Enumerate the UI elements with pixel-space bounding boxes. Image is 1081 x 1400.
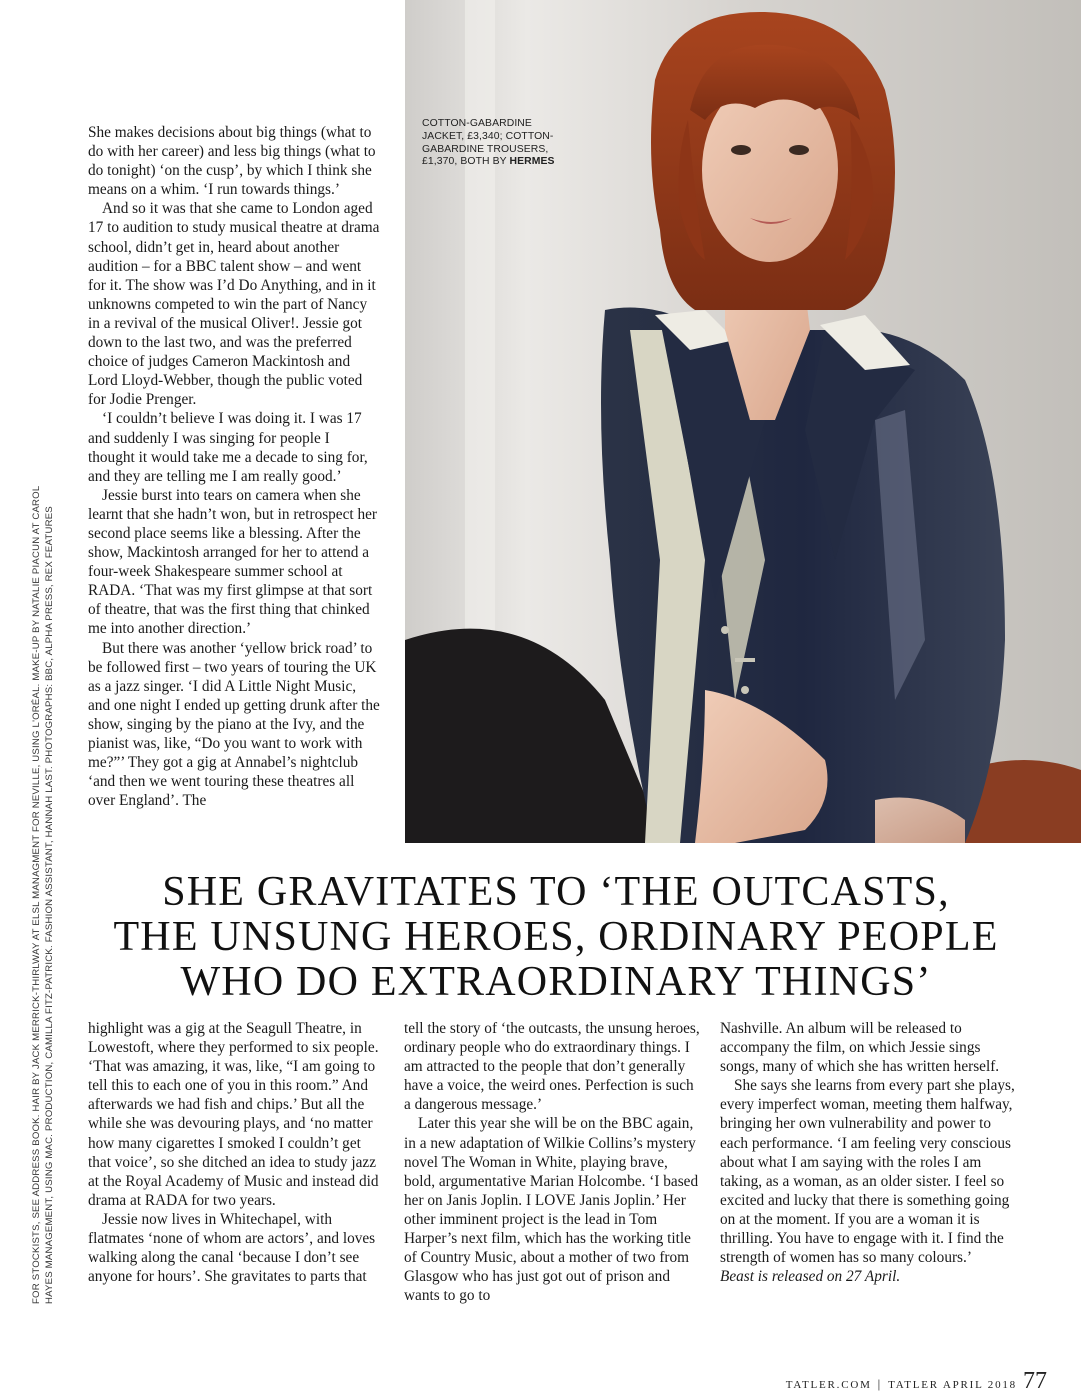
paragraph: highlight was a gig at the Seagull Theatre, in Lowestoft, where they performed to six people. ‘That was amazing, it was, like, “I am going to tell this to each one of you in this room.” And afterwards we had fish and chips.’ But all the while she was devouring plays, and ‘no matter how many cigarettes I smoked I couldn’t get that voice’, so she ditched an idea to study jazz at the Royal Academy of Music and instead did drama at RADA for two years. [88, 1020, 379, 1209]
pull-quote-line: THE UNSUNG HEROES, ORDINARY PEOPLE [113, 914, 999, 960]
paragraph: But there was another ‘yellow brick road’ to be followed first – two years of touring the UK as a jazz singer. ‘I did A Little Night Music, and one night I ended up getting drunk after the show, singing by the piano at the Ivy, and the pianist was, like, “Do you want to work with me?”’ They got a gig at Annabel’s nightclub ‘and then we went touring these theatres all over England’. The [88, 639, 380, 810]
credits-line-1: FOR STOCKISTS, SEE ADDRESS BOOK. HAIR BY JACK MERRICK-THIRLWAY AT ELSL MANAGMENT FOR NEVILLE, USING L'ORÉAL. MAKE-UP BY NATALIE PIACUN AT CAROL [31, 485, 42, 1304]
article-column-2 [404, 1019, 700, 1305]
paragraph: She makes decisions about big things (what to do with her career) and less big things (what to do tonight) ‘on the cusp’, by which I think she means on a whim. ‘I run towards things.’ [88, 124, 376, 199]
footer-separator: | [877, 1376, 883, 1391]
release-note: Beast is released on 27 April. [720, 1268, 901, 1286]
paragraph: Later this year she will be on the BBC again, in a new adaptation of Wilkie Collins’s mystery novel The Woman in White, playing brave, bold, argumentative Marian Holcombe. ‘I based her on Janis Joplin. I LOVE Janis Joplin.’ Her other imminent project is the lead in Tom Harper’s next film, which has the working title of Country Music, about a mother of two from Glasgow who has just got out of prison and wants to go to [404, 1115, 699, 1305]
paragraph: And so it was that she came to London aged 17 to audition to study musical theatre at drama school, didn’t get in, heard about another audition – for a BBC talent show – and went for it. The show was I’d Do Anything, and in it unknowns competed to win the part of Nancy in a revival of the musical Oliver!. Jessie got down to the last two, and was the preferred choice of judges Cameron Mackintosh and Lord Lloyd-Webber, though the public voted for Jodie Prenger. [88, 200, 380, 409]
photo-caption [422, 118, 572, 169]
paragraph: Nashville. An album will be released to accompany the film, on which Jessie sings songs, many of which she has written herself. [720, 1020, 1000, 1076]
paragraph: Jessie now lives in Whitechapel, with flatmates ‘none of whom are actors’, and loves walking along the canal ‘because I don’t see anyone for hours’. She gravitates to parts that [88, 1210, 376, 1286]
caption-brand: HERMES [509, 156, 555, 168]
paragraph: She says she learns from every part she plays, every imperfect woman, meeting them halfway, bringing her own vulnerability and power to each performance. ‘I am feeling very conscious about what I am saying with the roles I am taking, as a woman, as an older sister. I feel so excited and lucky that there is something going on at the moment. If you are a woman it is thrilling. You have to engage with it. I find the strength of women has so many colours.’ [720, 1077, 1015, 1267]
page-number: 77 [1023, 1368, 1047, 1394]
paragraph: tell the story of ‘the outcasts, the unsung heroes, ordinary people who do extraordinary things. I am attracted to the people that don’t generally have a voice, the weird ones. Perfection is such a dangerous message.’ [404, 1020, 700, 1114]
pull-quote-line: WHO DO EXTRAORDINARY THINGS’ [180, 959, 932, 1005]
article-column-3 [720, 1019, 1016, 1286]
caption-text: COTTON-GABARDINE JACKET, £3,340; COTTON-GABARDINE TROUSERS, £1,370, BOTH BY [422, 118, 554, 168]
footer-issue: TATLER APRIL 2018 [888, 1379, 1017, 1391]
paragraph: ‘I couldn’t believe I was doing it. I was 17 and suddenly I was singing for people I thought it would take me a decade to sing for, and they are telling me I am really good.’ [88, 410, 368, 485]
footer-site: TATLER.COM [785, 1379, 872, 1391]
article-column-1 [88, 1019, 384, 1286]
article-column-top [88, 123, 380, 810]
pull-quote-line: SHE GRAVITATES TO ‘THE OUTCASTS, [162, 869, 950, 915]
pull-quote [88, 870, 1024, 1005]
credits-line-2: HAYES MANAGEMENT, USING MAC. PRODUCTION, CAMILLA FITZ-PATRICK. FASHION ASSISTANT, HANNAH LAST. PHOTOGRAPHS: BBC, ALPHA PRESS, REX FEATURES [44, 506, 55, 1304]
photo-credits [30, 485, 56, 1304]
paragraph: Jessie burst into tears on camera when she learnt that she hadn’t won, but in retrospect her second place seems like a blessing. After the show, Mackintosh arranged for her to attend a four-week Shakespeare summer school at RADA. ‘That was my first glimpse at that sort of theatre, that was the first thing that chinked me into another direction.’ [88, 486, 377, 638]
page-footer [786, 1368, 1047, 1395]
